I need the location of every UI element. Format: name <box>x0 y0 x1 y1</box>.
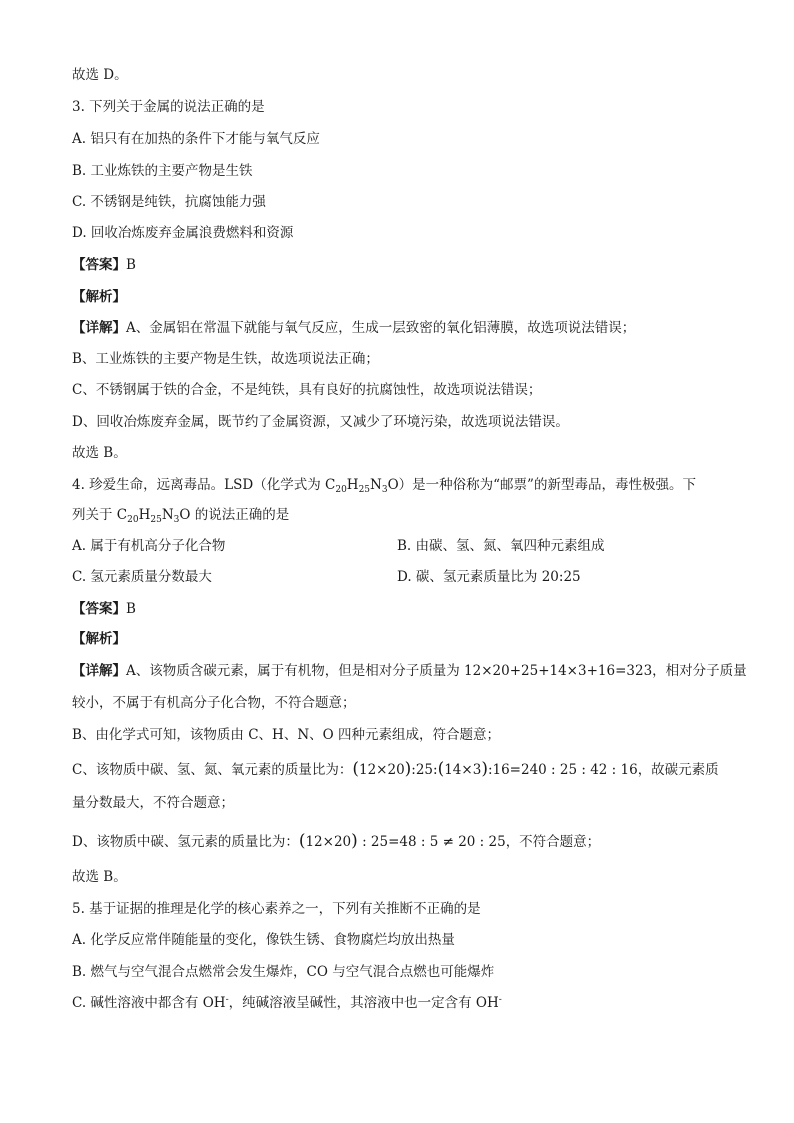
option-a: A. 属于有机高分子化合物 <box>72 538 226 554</box>
answer-value: B <box>126 601 136 617</box>
text-span: N <box>370 477 382 493</box>
text-span: C. 碱性溶液中都含有 OH <box>72 995 226 1011</box>
text-line: 较小，不属于有机高分子化合物，不符合题意； <box>72 695 356 711</box>
formula: (12×20):25:(14×3):16=240 : 25 : 42 : 16 <box>352 759 638 779</box>
text-line: 故选 B。 <box>72 869 127 885</box>
question-4-stem-cont <box>72 506 289 524</box>
subscript: 25 <box>150 515 162 525</box>
formula-part: : 25=48 : 5 ≠ 20 : 25 <box>357 834 506 850</box>
detail-text: A、该物质含碳元素，属于有机物，但是相对分子质量为 12×20+25+14×3+16=323，相对分子质量 <box>126 663 747 679</box>
detail-line <box>72 662 747 680</box>
analysis-tag: 【解析】 <box>72 289 126 305</box>
superscript: - <box>498 995 502 1005</box>
formula-part: 12×20 <box>305 834 352 850</box>
option-b: B. 燃气与空气混合点燃常会发生爆炸，CO 与空气混合点燃也可能爆炸 <box>72 964 495 980</box>
text-span: ，故碳元素质 <box>637 762 719 778</box>
text-line: 故选 D。 <box>72 67 128 83</box>
answer-line <box>72 256 136 274</box>
text-span: 4. 珍爱生命，远离毒品。LSD（化学式为 C <box>72 477 336 493</box>
answer-tag: 【答案】 <box>72 601 126 617</box>
formula: (12×20) : 25=48 : 5 ≠ 20 : 25 <box>298 831 506 851</box>
option-a: A. 铝只有在加热的条件下才能与氧气反应 <box>72 131 320 147</box>
option-b: B. 由碳、氢、氮、氧四种元素组成 <box>397 538 605 554</box>
option-c: C. 不锈钢是纯铁，抗腐蚀能力强 <box>72 194 266 210</box>
text-line: D、回收冶炼废弃金属，既节约了金属资源，又减少了环境污染，故选项说法错误。 <box>72 414 569 430</box>
subscript: 25 <box>358 485 371 495</box>
text-line-with-formula <box>72 760 719 779</box>
text-line-with-formula <box>72 832 600 851</box>
option-d: D. 碳、氢元素质量比为 20:25 <box>397 569 581 585</box>
text-span: H <box>346 477 359 493</box>
option-d: D. 回收冶炼废弃金属浪费燃料和资源 <box>72 225 294 241</box>
subscript: 3 <box>173 515 180 525</box>
question-4-stem <box>72 476 696 494</box>
detail-text: A、金属铝在常温下就能与氧气反应，生成一层致密的氧化铝薄膜，故选项说法错误； <box>126 320 636 336</box>
option-a: A. 化学反应常伴随能量的变化，像铁生锈、食物腐烂均放出热量 <box>72 932 455 948</box>
formula-part: 14×3 <box>444 762 482 778</box>
subscript: 20 <box>335 485 347 495</box>
formula-part: :16=240 : 25 : 42 : 16 <box>487 762 638 778</box>
question-3-stem: 3. 下列关于金属的说法正确的是 <box>72 99 265 115</box>
answer-value: B <box>126 257 136 273</box>
detail-line <box>72 319 635 337</box>
question-5-stem: 5. 基于证据的推理是化学的核心素养之一，下列有关推断不正确的是 <box>72 901 481 917</box>
text-span: N <box>161 507 174 523</box>
formula-part: :25: <box>411 762 438 778</box>
text-span: D、该物质中碳、氢元素的质量比为： <box>72 834 299 850</box>
text-line: C、不锈钢属于铁的合金，不是纯铁，具有良好的抗腐蚀性，故选项说法错误； <box>72 382 542 398</box>
option-c: C. 氢元素质量分数最大 <box>72 569 212 585</box>
text-line: B、由化学式可知，该物质由 C、H、N、O 四种元素组成，符合题意； <box>72 727 500 743</box>
answer-tag: 【答案】 <box>72 257 126 273</box>
text-span: ，纯碱溶液呈碱性，其溶液中也一定含有 OH <box>228 995 499 1011</box>
formula-part: 12×20 <box>358 762 405 778</box>
text-span: H <box>138 507 151 523</box>
answer-line <box>72 600 136 618</box>
superscript: - <box>225 995 229 1005</box>
text-span: C、该物质中碳、氢、氮、氧元素的质量比为： <box>72 762 353 778</box>
analysis-tag: 【解析】 <box>72 631 126 647</box>
text-span: ，不符合题意； <box>505 834 601 850</box>
text-line: 故选 B。 <box>72 445 127 461</box>
detail-tag: 【详解】 <box>72 663 126 679</box>
text-span: O 的说法正确的是 <box>179 507 290 523</box>
option-c <box>72 994 502 1012</box>
subscript: 3 <box>381 485 388 495</box>
subscript: 20 <box>127 515 139 525</box>
option-b: B. 工业炼铁的主要产物是生铁 <box>72 163 253 179</box>
detail-tag: 【详解】 <box>72 320 126 336</box>
text-line: 量分数最大，不符合题意； <box>72 795 234 811</box>
text-span: 列关于 C <box>72 507 128 523</box>
text-line: B、工业炼铁的主要产物是生铁，故选项说法正确； <box>72 351 379 367</box>
text-span: O）是一种俗称为“邮票”的新型毒品，毒性极强。下 <box>387 477 696 493</box>
